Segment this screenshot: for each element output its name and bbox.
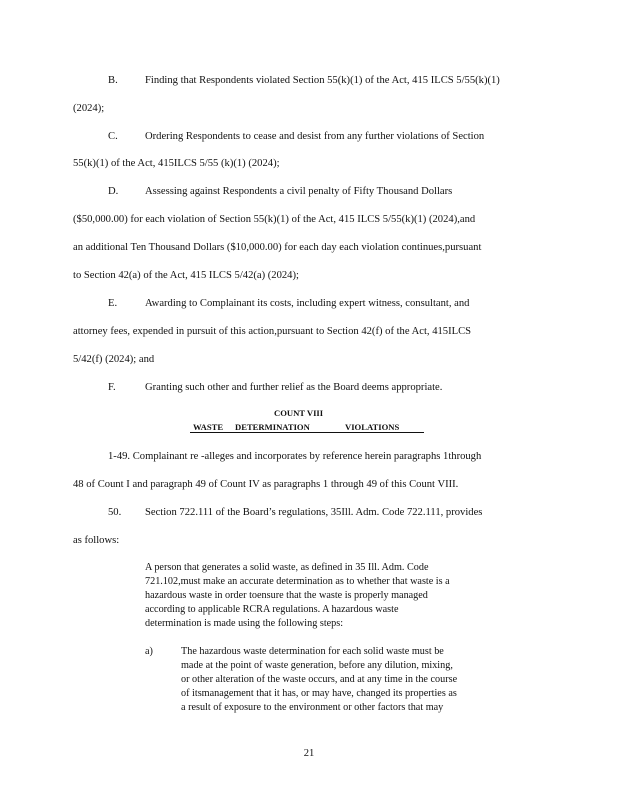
item-e-line-3: 5/42(f) (2024); and (73, 354, 155, 365)
item-e-label: E. (108, 298, 118, 309)
para-50-line-1: Section 722.111 of the Board’s regulations, 35Ill. Adm. Code 722.111, provides (145, 507, 483, 518)
count-heading-determination: DETERMINATION (235, 422, 310, 432)
item-f-line-1: Granting such other and further relief as the Board deems appropriate. (145, 382, 443, 393)
item-e-line-2: attorney fees, expended in pursuit of this action,pursuant to Section 42(f) of the Act, 415ILCS (73, 326, 472, 337)
quote-line-2: 721.102,must make an accurate determination as to whether that waste is a (145, 576, 450, 587)
item-c-line-2: 55(k)(1) of the Act, 415ILCS 5/55 (k)(1) (2024); (73, 158, 280, 169)
quote-line-5: determination is made using the following steps: (145, 618, 344, 629)
count-heading-waste: WASTE (193, 422, 224, 432)
item-c-label: C. (108, 131, 118, 142)
item-d-line-1: Assessing against Respondents a civil penalty of Fifty Thousand Dollars (145, 186, 453, 197)
para-50-line-2: as follows: (73, 535, 120, 546)
item-c-line-1: Ordering Respondents to cease and desist from any further violations of Section (145, 131, 485, 142)
item-e-line-1: Awarding to Complainant its costs, including expert witness, consultant, and (145, 298, 470, 309)
item-b-label: B. (108, 75, 118, 86)
quote-line-3: hazardous waste in order toensure that the waste is properly managed (145, 590, 428, 601)
subitem-a-line-1: The hazardous waste determination for each solid waste must be (181, 646, 444, 657)
quote-line-1: A person that generates a solid waste, as defined in 35 Ill. Adm. Code (145, 562, 429, 573)
subitem-a-line-3: or other alteration of the waste occurs, and at any time in the course (181, 674, 458, 685)
item-d-line-2: ($50,000.00) for each violation of Section 55(k)(1) of the Act, 415 ILCS 5/55(k)(1) (2024),and (73, 214, 476, 225)
subitem-a-line-4: of itsmanagement that it has, or may have, changed its properties as (181, 688, 457, 699)
item-d-line-4: to Section 42(a) of the Act, 415 ILCS 5/42(a) (2024); (73, 270, 299, 281)
subitem-a-line-5: a result of exposure to the environment or other factors that may (181, 702, 444, 713)
heading-underline (190, 432, 424, 433)
item-b-line-2: (2024); (73, 103, 105, 114)
item-d-label: D. (108, 186, 119, 197)
count-heading-violations: VIOLATIONS (345, 422, 400, 432)
subitem-a-line-2: made at the point of waste generation, before any dilution, mixing, (181, 660, 453, 671)
subitem-a-label: a) (145, 646, 153, 657)
para-1-49-line-2: 48 of Count I and paragraph 49 of Count IV as paragraphs 1 through 49 of this Count VIII. (73, 479, 459, 490)
item-f-label: F. (108, 382, 116, 393)
para-1-49-line-1: 1-49. Complainant re -alleges and incorporates by reference herein paragraphs 1through (108, 451, 482, 462)
item-d-line-3: an additional Ten Thousand Dollars ($10,000.00) for each day each violation continues,pursuant (73, 242, 482, 253)
item-b-line-1: Finding that Respondents violated Section 55(k)(1) of the Act, 415 ILCS 5/55(k)(1) (145, 75, 500, 86)
quote-line-4: according to applicable RCRA regulations. A hazardous waste (145, 604, 399, 615)
count-heading: COUNT VIII (274, 408, 324, 418)
page-number: 21 (303, 748, 315, 759)
para-50-label: 50. (108, 507, 122, 518)
